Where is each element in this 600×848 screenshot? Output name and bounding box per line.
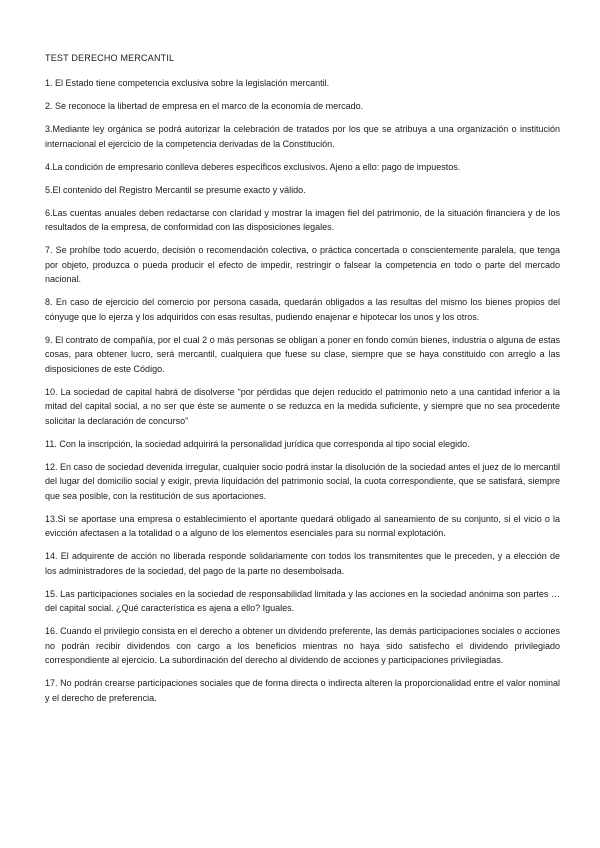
question-13: 13.Si se aportase una empresa o establecimiento el aportante quedará obligado al saneamiento de su conjunto, si el vicio o la evicción afectasen a la totalidad o a alguno de los elementos esenciales para su normal explotación. (45, 513, 560, 538)
question-5: 5.El contenido del Registro Mercantil se presume exacto y válido. (45, 184, 306, 195)
question-7: 7. Se prohíbe todo acuerdo, decisión o recomendación colectiva, o práctica concertada o conscientemente paralela, que tenga por objeto, produzca o pueda producir el efecto de impedir, restringir o falsear la competencia en todo o parte del mercado nacional. (45, 245, 560, 284)
document-page (45, 52, 560, 714)
question-17: 17. No podrán crearse participaciones sociales que de forma directa o indirecta alteren la proporcionalidad entre el valor nominal y el derecho de preferencia. (45, 678, 560, 703)
question-3: 3.Mediante ley orgánica se podrá autorizar la celebración de tratados por los que se atribuya a una organización o institución internacional el ejercicio de la competencia derivadas de la Constitución. (45, 124, 560, 149)
question-16: 16. Cuando el privilegio consista en el derecho a obtener un dividendo preferente, las demás participaciones sociales o acciones no podrán recibir dividendos con cargo a los beneficios mientras no haya sido satisfecho el dividendo privilegiado correspondiente al ejercicio. La subordinación del derecho al dividendo de acciones y participaciones privilegiadas. (45, 626, 560, 665)
question-8: 8. En caso de ejercicio del comercio por persona casada, quedarán obligados a las resultas del mismo los bienes propios del cónyuge que lo ejerza y los adquiridos con esas resultas, pudiendo enajenar e hipotecar los unos y los otros. (45, 297, 560, 322)
question-9: 9. El contrato de compañía, por el cual 2 o más personas se obligan a poner en fondo común bienes, industria o alguna de estas cosas, para obtener lucro, será mercantil, cualquiera que fuese su clase, siempre que se haya constituido con arreglo a las disposiciones de este Código. (45, 334, 560, 374)
document-title: TEST DERECHO MERCANTIL (45, 53, 175, 63)
question-6: 6.Las cuentas anuales deben redactarse con claridad y mostrar la imagen fiel del patrimonio, de la situación financiera y de los resultados de la empresa, de conformidad con las disposiciones legales. (45, 207, 560, 232)
question-15: 15. Las participaciones sociales en la sociedad de responsabilidad limitada y las acciones en la sociedad anónima son partes … del capital social. ¿Qué característica es ajena a ello? Iguales. (45, 588, 560, 613)
question-2: 2. Se reconoce la libertad de empresa en el marco de la economía de mercado. (45, 101, 364, 111)
question-4: 4.La condición de empresario conlleva deberes específicos exclusivos. Ajeno a ello: pago de impuestos. (45, 161, 461, 172)
question-12: 12. En caso de sociedad devenida irregular, cualquier socio podrá instar la disolución de la sociedad antes el juez de lo mercantil del lugar del domicilio social y exigir, previa liquidación del patrimonio social, la cuota correspondiente, que se satisfará, siempre que sea posible, con la restitución de sus aportaciones. (45, 461, 560, 501)
question-10: 10. La sociedad de capital habrá de disolverse “por pérdidas que dejen reducido el patrimonio neto a una cantidad inferior a la mitad del capital social, a no ser que éste se aumente o se reduzca en la medida suficiente, y siempre que no sea procedente solicitar la declaración de concurso” (45, 386, 560, 426)
question-11: 11. Con la inscripción, la sociedad adquirirá la personalidad jurídica que corresponda al tipo social elegido. (45, 438, 470, 449)
question-14: 14. El adquirente de acción no liberada responde solidariamente con todos los transmitentes que le preceden, y a elección de los administradores de la sociedad, del pago de la parte no desembolsada. (45, 551, 560, 576)
question-1: 1. El Estado tiene competencia exclusiva sobre la legislación mercantil. (45, 78, 330, 88)
